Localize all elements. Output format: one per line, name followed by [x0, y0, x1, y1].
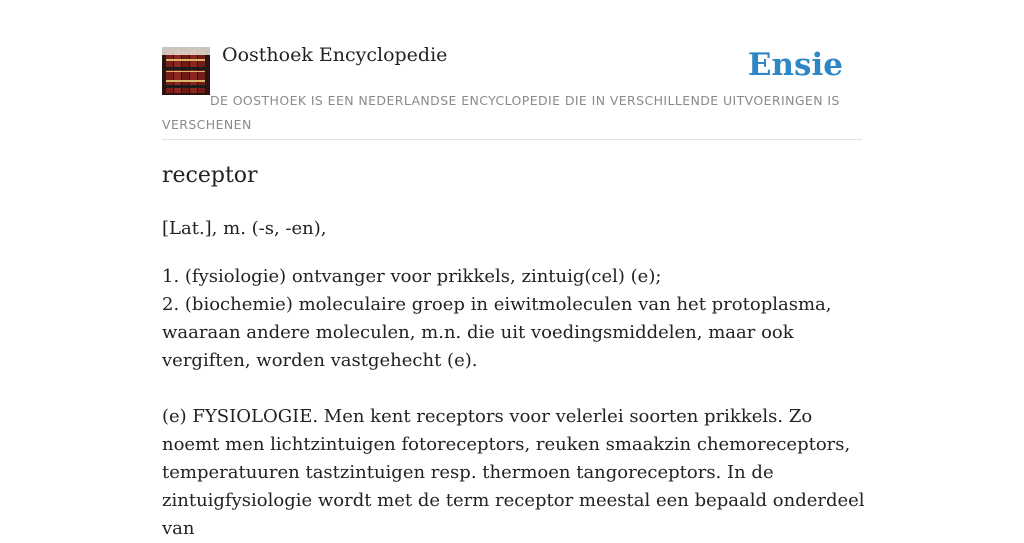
content-column [162, 0, 865, 539]
site-title[interactable]: Oosthoek Encyclopedie [222, 44, 448, 66]
site-tagline: DE OOSTHOEK IS EEN NEDERLANDSE ENCYCLOPEDIE DIE IN VERSCHILLENDE UITVOERINGEN IS VERSCHENEN [162, 93, 840, 132]
entry-title: receptor [162, 163, 258, 188]
paragraph-spacer [162, 375, 867, 403]
entry-paragraph: (e) FYSIOLOGIE. Men kent receptors voor velerlei soorten prikkels. Zo noemt men lichtzintuigen fotoreceptors, reuken smaakzin chemoreceptors, temperatuuren tastzintuigen resp. thermoen tangoreceptors. In de zintuigfysiologie wordt met de term receptor meestal een bepaald onderdeel van [162, 406, 865, 539]
book-spines-avatar[interactable] [162, 47, 210, 95]
ensie-logo-link[interactable]: Ensie [747, 47, 843, 83]
definition-item: 2. (biochemie) moleculaire groep in eiwitmoleculen van het protoplasma, waaraan andere moleculen, m.n. die uit voedingsmiddelen, maar ook vergiften, worden vastgehecht (e). [162, 294, 832, 371]
entry-grammar: [Lat.], m. (-s, -en), [162, 218, 327, 239]
site-header [162, 0, 862, 140]
entry-body [162, 263, 867, 543]
definition-item: 1. (fysiologie) ontvanger voor prikkels, zintuig(cel) (e); [162, 266, 662, 287]
book-spines-icon [162, 47, 210, 95]
